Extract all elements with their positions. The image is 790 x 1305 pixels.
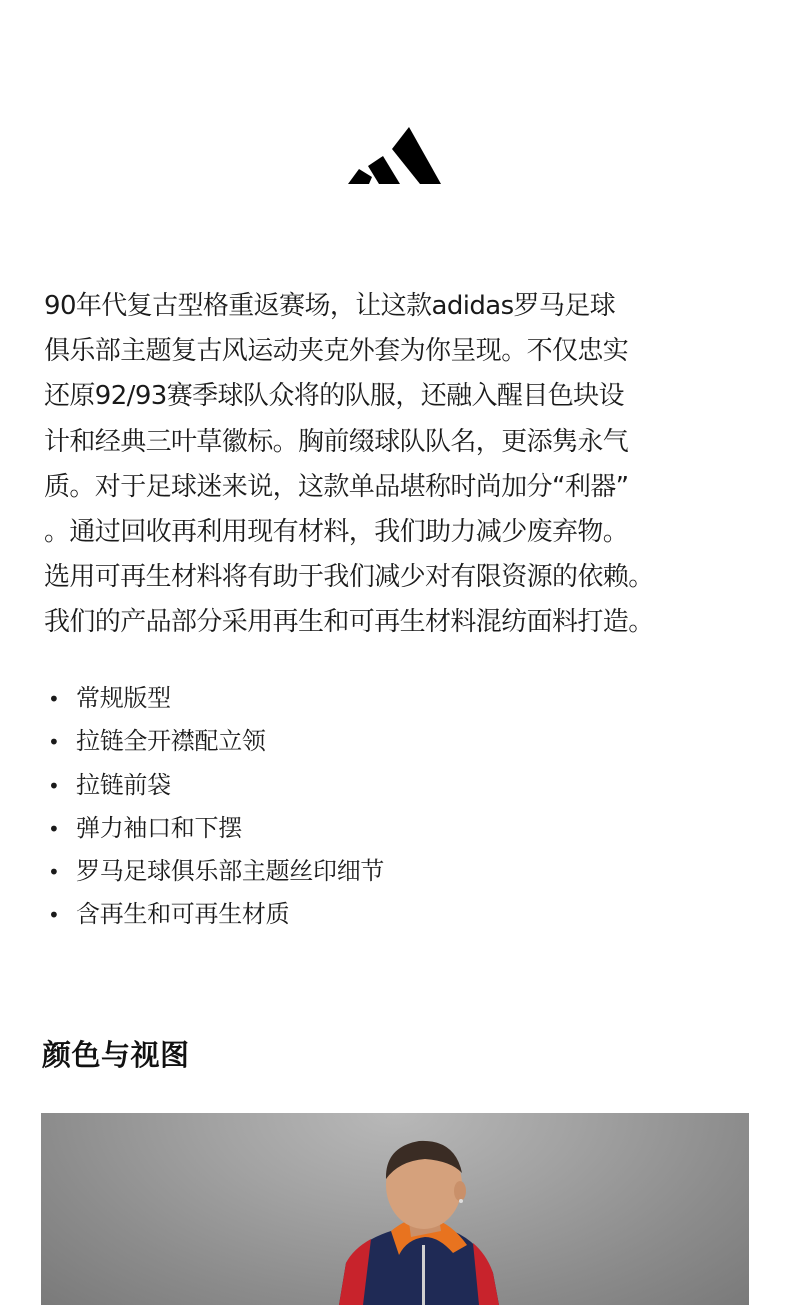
description-line: 计和经典三叶草徽标。胸前缀球队队名，更添隽永气 <box>44 426 629 457</box>
description-line: 俱乐部主题复古风运动夹克外套为你呈现。不仅忠实 <box>44 336 629 367</box>
feature-item <box>44 807 384 850</box>
feature-label: 拉链全开襟配立领 <box>76 727 266 756</box>
bullet-icon: • <box>48 903 60 928</box>
bullet-icon: • <box>48 730 60 755</box>
colors-section-title: 颜色与视图 <box>42 1038 190 1072</box>
description-line: 90年代复古型格重返赛场，让这款adidas罗马足球 <box>44 291 616 321</box>
adidas-logo-icon <box>347 125 443 187</box>
model-illustration <box>41 1113 749 1305</box>
feature-item <box>44 850 384 893</box>
feature-item <box>44 677 384 720</box>
bullet-icon: • <box>48 816 60 841</box>
description-line: 。通过回收再利用现有材料，我们助力减少废弃物。 <box>44 517 629 548</box>
feature-label: 拉链前袋 <box>76 770 171 799</box>
description-line: 还原92/93赛季球队众将的队服，还融入醒目色块设 <box>44 381 624 412</box>
product-description <box>44 284 764 646</box>
feature-label: 弹力袖口和下摆 <box>76 813 242 842</box>
feature-label: 常规版型 <box>76 684 171 712</box>
feature-item <box>44 720 384 763</box>
feature-item <box>44 764 384 807</box>
bullet-icon: • <box>48 773 60 798</box>
feature-list <box>44 677 384 937</box>
bullet-icon: • <box>48 860 60 885</box>
feature-label: 含再生和可再生材质 <box>76 900 290 929</box>
feature-label: 罗马足球俱乐部主题丝印细节 <box>76 857 385 886</box>
description-line: 我们的产品部分采用再生和可再生材料混纺面料打造。 <box>44 607 654 638</box>
bullet-icon: • <box>48 687 60 711</box>
feature-item <box>44 893 384 936</box>
model-wearing-jacket-image[interactable] <box>41 1113 749 1305</box>
description-line: 选用可再生材料将有助于我们减少对有限资源的依赖。 <box>44 562 654 593</box>
description-line: 质。对于足球迷来说，这款单品堪称时尚加分“利器” <box>44 471 629 502</box>
